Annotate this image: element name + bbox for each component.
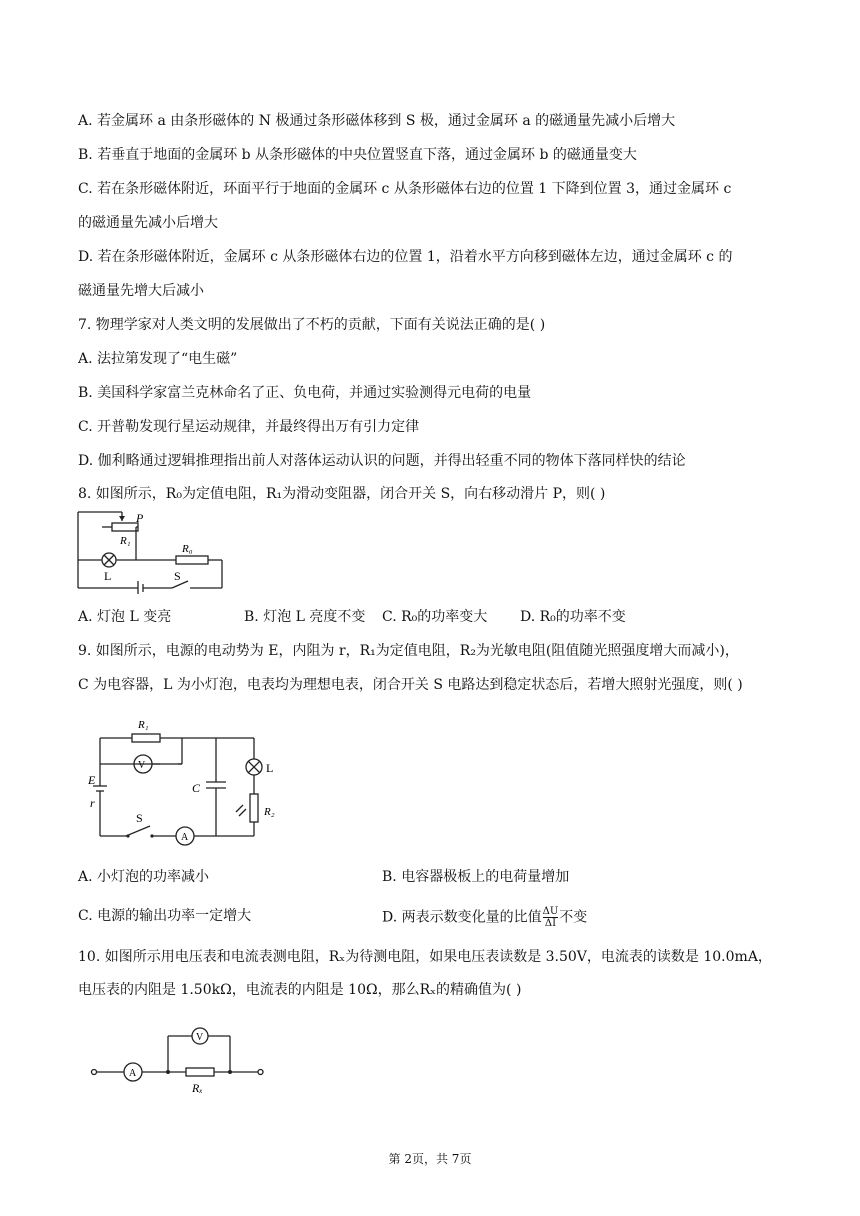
q6-option-c-line1: C. 若在条形磁体附近，环面平行于地面的金属环 c 从条形磁体右边的位置 1 下降到位置 3，通过金属环 c <box>78 181 732 197</box>
q6-option-a: A. 若金属环 a 由条形磁体的 N 极通过条形磁体移到 S 极，通过金属环 a 的磁通量先减小后增大 <box>78 113 676 129</box>
q8-label-s: S <box>174 569 181 583</box>
q9-option-d-text: D. 两表示数变化量的比值 <box>382 909 542 926</box>
q6-option-d-line1: D. 若在条形磁体附近，金属环 c 从条形磁体右边的位置 1，沿着水平方向移到磁体左边，通过金属环 c 的 <box>78 249 733 265</box>
q6-option-d-line2: 磁通量先增大后减小 <box>78 283 204 299</box>
q8-circuit-diagram <box>76 508 228 594</box>
q9-label-a: A <box>181 832 189 843</box>
q7-stem: 7. 物理学家对人类文明的发展做出了不朽的贡献，下面有关说法正确的是( ) <box>78 317 546 333</box>
q8-stem: 8. 如图所示，R₀为定值电阻，R₁为滑动变阻器，闭合开关 S，向右移动滑片 P，则( ) <box>78 486 606 502</box>
q7-option-a: A. 法拉第发现了“电生磁” <box>78 351 238 367</box>
q10-stem-line2: 电压表的内阻是 1.50kΩ，电流表的内阻是 10Ω，那么Rₓ的精确值为( ) <box>78 982 522 998</box>
q10-label-rx: Rₓ <box>192 1081 203 1095</box>
q9-stem-line2: C 为电容器，L 为小灯泡，电表均为理想电表，闭合开关 S 电路达到稳定状态后，若增大照射光强度，则( ) <box>78 677 743 693</box>
q7-option-b: B. 美国科学家富兰克林命名了正、负电荷，并通过实验测得元电荷的电量 <box>78 385 532 401</box>
q9-fraction-denominator: ΔI <box>544 918 557 929</box>
q9-fraction-numerator: ΔU <box>542 906 559 917</box>
q6-option-b: B. 若垂直于地面的金属环 b 从条形磁体的中央位置竖直下落，通过金属环 b 的磁通量变大 <box>78 147 637 163</box>
page-footer: 第 2页，共 7页 <box>388 1152 472 1166</box>
q9-option-d-fraction <box>543 906 559 929</box>
q9-label-e: E <box>88 773 96 787</box>
q9-label-r: r <box>90 796 95 810</box>
q7-option-c: C. 开普勒发现行星运动规律，并最终得出万有引力定律 <box>78 419 420 435</box>
q9-label-l: L <box>266 761 274 775</box>
q10-circuit-diagram <box>88 1022 268 1098</box>
q9-circuit-diagram <box>86 712 286 852</box>
q9-stem-line1: 9. 如图所示，电源的电动势为 E，内阻为 r，R₁为定值电阻，R₂为光敏电阻(阻值随光照强度增大而减小)， <box>78 643 739 659</box>
q10-stem-line1: 10. 如图所示用电压表和电流表测电阻，Rₓ为待测电阻，如果电压表读数是 3.50V，电流表的读数是 10.0mA， <box>78 949 772 965</box>
q8-options <box>78 607 626 627</box>
q8-option-b: B. 灯泡 L 亮度不变 <box>244 609 366 625</box>
q9-label-r1: R₁ <box>138 719 149 731</box>
q6-option-c-line2: 的磁通量先减小后增大 <box>78 215 218 231</box>
q8-label-l: L <box>104 569 112 583</box>
q8-option-c: C. R₀的功率变大 <box>382 609 488 625</box>
q9-option-d <box>382 906 587 929</box>
q9-option-b: B. 电容器极板上的电荷量增加 <box>382 869 570 885</box>
q9-label-s: S <box>136 811 143 825</box>
q9-label-c: C <box>192 781 201 795</box>
q8-label-p: P <box>136 511 144 525</box>
q8-option-d: D. R₀的功率不变 <box>520 609 626 625</box>
q8-label-r1: R₁ <box>120 535 131 547</box>
q7-option-d: D. 伽利略通过逻辑推理指出前人对落体运动认识的问题，并得出轻重不同的物体下落同样快的结论 <box>78 453 686 469</box>
q9-option-a: A. 小灯泡的功率减小 <box>78 869 210 885</box>
q9-label-v: V <box>138 760 146 771</box>
q8-option-a: A. 灯泡 L 变亮 <box>78 609 172 625</box>
q9-option-d-tail: 不变 <box>559 909 588 926</box>
q9-option-c: C. 电源的输出功率一定增大 <box>78 908 252 924</box>
q9-label-r2: R₂ <box>264 806 275 818</box>
q8-label-r0: R₀ <box>182 543 193 555</box>
q10-label-a: A <box>129 1068 137 1079</box>
q10-label-v: V <box>196 1032 204 1043</box>
